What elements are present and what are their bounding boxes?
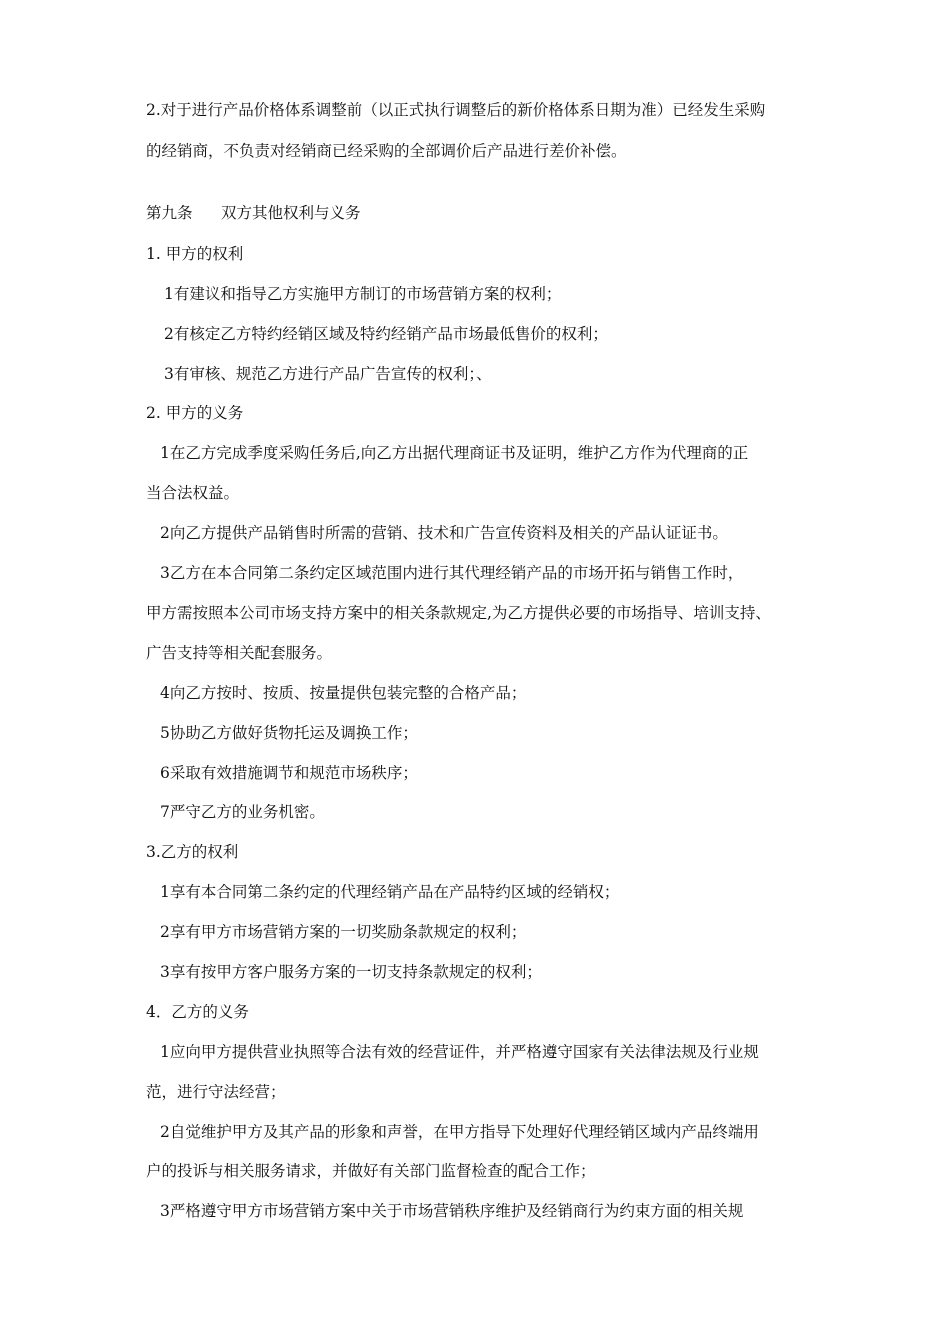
- paragraph-line: 2.对于进行产品价格体系调整前（以正式执行调整后的新价格体系日期为准）已经发生采购: [146, 101, 766, 119]
- list-item-continuation: 甲方需按照本公司市场支持方案中的相关条款规定,为乙方提供必要的市场指导、培训支持、: [146, 604, 771, 622]
- list-item-continuation: 当合法权益。: [146, 484, 240, 502]
- paragraph-line: 的经销商，不负责对经销商已经采购的全部调价后产品进行差价补偿。: [146, 142, 627, 160]
- list-item: 3乙方在本合同第二条约定区域范围内进行其代理经销产品的市场开拓与销售工作时，: [160, 564, 744, 582]
- list-item: 1有建议和指导乙方实施甲方制订的市场营销方案的权利；: [164, 285, 562, 303]
- list-item: 3严格遵守甲方市场营销方案中关于市场营销秩序维护及经销商行为约束方面的相关规: [160, 1202, 744, 1220]
- list-item-continuation: 广告支持等相关配套服务。: [146, 644, 333, 662]
- list-item: 2享有甲方市场营销方案的一切奖励条款规定的权利；: [160, 923, 527, 941]
- list-item: 6采取有效措施调节和规范市场秩序；: [160, 764, 418, 782]
- article-heading: [146, 203, 816, 223]
- list-item: 3有审核、规范乙方进行产品广告宣传的权利；、: [164, 365, 492, 383]
- list-item-continuation: 户的投诉与相关服务请求，并做好有关部门监督检查的配合工作；: [146, 1162, 596, 1180]
- list-item: 3享有按甲方客户服务方案的一切支持条款规定的权利；: [160, 963, 542, 981]
- list-item: 2有核定乙方特约经销区域及特约经销产品市场最低售价的权利；: [164, 325, 608, 343]
- article-number: 第九条: [146, 204, 193, 222]
- list-item: 1应向甲方提供营业执照等合法有效的经营证件，并严格遵守国家有关法律法规及行业规: [160, 1043, 759, 1061]
- list-item: 4向乙方按时、按质、按量提供包装完整的合格产品；: [160, 684, 527, 702]
- list-item: 1享有本合同第二条约定的代理经销产品在产品特约区域的经销权；: [160, 883, 620, 901]
- section-title: 3.乙方的权利: [146, 843, 239, 861]
- list-item: 1在乙方完成季度采购任务后,向乙方出据代理商证书及证明，维护乙方作为代理商的正: [160, 444, 749, 462]
- list-item: 5协助乙方做好货物托运及调换工作；: [160, 724, 418, 742]
- section-title: 2. 甲方的义务: [146, 404, 244, 422]
- article-title: 双方其他权利与义务: [221, 204, 361, 222]
- list-item: 7严守乙方的业务机密。: [160, 803, 325, 821]
- list-item-continuation: 范，进行守法经营；: [146, 1083, 286, 1101]
- section-title: 1. 甲方的权利: [146, 245, 244, 263]
- list-item: 2自觉维护甲方及其产品的形象和声誉，在甲方指导下处理好代理经销区域内产品终端用: [160, 1123, 759, 1141]
- list-item: 2向乙方提供产品销售时所需的营销、技术和广告宣传资料及相关的产品认证证书。: [160, 524, 728, 542]
- section-title: 4．乙方的义务: [146, 1003, 249, 1021]
